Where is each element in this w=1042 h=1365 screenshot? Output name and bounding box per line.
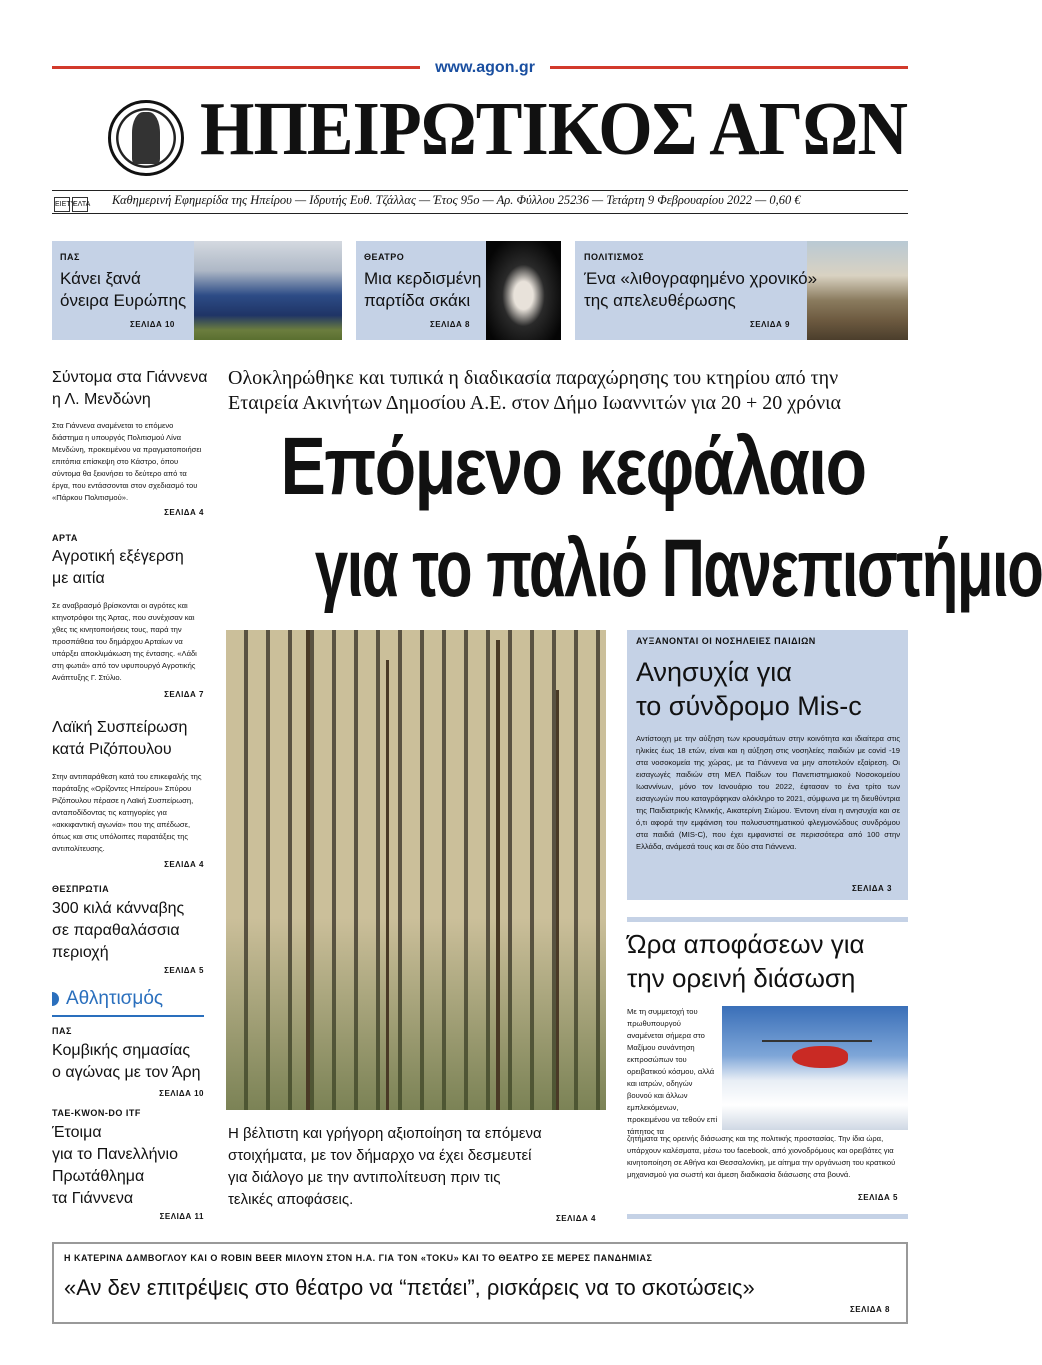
sports-heading[interactable]: Αθλητισμός	[66, 988, 164, 1009]
rescue-body: Με τη συμμετοχή του πρωθυπουργού αναμένεται σήμερα στο Μαξίμου συνάντηση εκπροσώπων του ορειβατικού κόσμου, αλλά και ιατρών, οδηγών βουνού και άλλων εμπλεκόμενων, προκειμένου να τεθούν επί τάπητος τα	[627, 1007, 718, 1136]
sports-item-page: ΣΕΛΙΔΑ 10	[159, 1089, 204, 1098]
sidebar-item-label: ΑΡΤΑ	[52, 533, 78, 543]
rescue-title[interactable]: την ορεινή διάσωση	[627, 963, 856, 993]
website-url[interactable]: www.agon.gr	[420, 60, 550, 76]
sidebar-item-body: Σε αναβρασμό βρίσκονται οι αγρότες και κτηνοτρόφοι της Άρτας, που συνέχισαν και χθες τις κινητοποιήσεις τους, παρά την προσπάθεια του δημάρχου Αρταίων να υπάρξει αποκλιμάκωση της έντασης. «Λάδι στη φωτιά» από τον υφυπουργό Αγροτικής Ανάπτυξης Γ. Στύλιο.	[52, 601, 197, 682]
sidebar-item-title[interactable]: περιοχή	[52, 944, 109, 961]
sidebar-item-title[interactable]: Αγροτική εξέγερση	[52, 548, 184, 565]
seal-figure-icon	[132, 112, 160, 164]
rescue-bottom-rule	[627, 1214, 908, 1219]
sports-item-label: ΠΑΣ	[52, 1026, 72, 1036]
mis-c-label: ΑΥΞΑΝΟΝΤΑΙ ΟΙ ΝΟΣΗΛΕΙΕΣ ΠΑΙΔΙΩΝ	[636, 636, 816, 646]
teaser-title[interactable]: όνειρα Ευρώπης	[60, 291, 187, 310]
teaser-pas-photo[interactable]	[194, 241, 342, 340]
helicopter-rotor	[762, 1040, 872, 1042]
issue-info: Καθημερινή Εφημερίδα της Ηπείρου — Ιδρυτής Ευθ. Τζάλλας — Έτος 95ο — Αρ. Φύλλου 25236 — Τετάρτη 9 Φεβρουαρίου 2022 — 0,60 €	[112, 193, 801, 207]
teaser-label: ΘΕΑΤΡΟ	[364, 252, 405, 262]
lead-caption: Η βέλτιστη και γρήγορη αξιοποίηση τα επόμενα	[228, 1125, 542, 1142]
interview-page: ΣΕΛΙΔΑ 8	[850, 1305, 890, 1314]
partner-logos	[54, 193, 108, 209]
sidebar-item-page: ΣΕΛΙΔΑ 5	[164, 966, 204, 975]
lead-headline[interactable]: Επόμενο κεφάλαιο	[280, 421, 866, 512]
sidebar-item-title[interactable]: 300 κιλά κάνναβης	[52, 900, 185, 917]
teaser-theatre-photo[interactable]	[486, 241, 561, 340]
sidebar-item-title[interactable]: Λαϊκή Συσπείρωση	[52, 719, 188, 736]
teaser-page: ΣΕΛΙΔΑ 10	[130, 320, 175, 329]
interview-quote[interactable]: «Αν δεν επιτρέψεις στο θέατρο να “πετάει”, ρισκάρεις να το σκοτώσεις»	[64, 1275, 755, 1300]
teaser-page: ΣΕΛΙΔΑ 8	[430, 320, 470, 329]
sidebar-item-page: ΣΕΛΙΔΑ 4	[164, 508, 204, 517]
sidebar-item-title[interactable]: η Λ. Μενδώνη	[52, 391, 151, 408]
sports-item-label: ΤΑΕ-KWON-DO ITF	[52, 1108, 141, 1118]
sports-item-title[interactable]: ο αγώνας με τον Άρη	[52, 1064, 201, 1081]
sidebar-item-title[interactable]: κατά Ριζόπουλου	[52, 741, 172, 758]
lead-caption: στοιχήματα, με τον δήμαρχο να έχει δεσμευτεί	[228, 1147, 532, 1164]
rescue-top-rule	[627, 917, 908, 922]
sidebar-item-label: ΘΕΣΠΡΩΤΙΑ	[52, 884, 110, 894]
rescue-page: ΣΕΛΙΔΑ 5	[858, 1193, 898, 1202]
mis-c-body: Αντίστοιχη με την αύξηση των κρουσμάτων στην κοινότητα και ιδιαίτερα στις ηλικίες έως 18 ετών, είναι και η αύξηση στις νοσηλείες παιδιών με covid -19 στα νοσοκομεία της χώρας, με τα Γιάννενα να μην αποτελούν εξαίρεση. Οι εισαγωγές παιδιών στη ΜΕΛ Παίδων του Πανεπιστημιακού Νοσοκομείου Ιωαννίνων, μόνο τον Ιανουάριο του 2022, έφτασαν το ένα τρίτο των εισαγωγών που καταγράφηκαν ολόκληρο το 2021, σύμφωνα με τη διευθύντρια της Παιδιατρικής Κλινικής, Αικατερίνη Σιώμου. Έντονη είναι η ανησυχία και σε ό,τι αφορά την εμφάνιση του πολυσυστηματικού φλεγμονώδους συνδρόμου στα παιδιά (MIS-C), που έχει εμφανιστεί σε περισσότερα από 100 στην Ελλάδα, ανάμεσά τους και σε δύο στα Γιάννενα.	[636, 734, 900, 851]
sports-item-title[interactable]: Πρωτάθλημα	[52, 1168, 145, 1185]
sidebar-item-title[interactable]: σε παραθαλάσσια	[52, 922, 180, 939]
lead-headline[interactable]: για το παλιό Πανεπιστήμιο	[314, 523, 1042, 614]
sports-item-page: ΣΕΛΙΔΑ 11	[159, 1212, 204, 1221]
sidebar-item-body: Στα Γιάννενα αναμένεται το επόμενο διάστημα η υπουργός Πολιτισμού Λίνα Μενδώνη, προκειμένου να πραγματοποιήσει επιτόπια επίσκεψη στο Κάστρο, όπου σύντομα θα ξεκινήσει το δεύτερο από τα έργα, που εντάσσονται στον σχεδιασμό του «Πάρκου Πολιτισμού».	[52, 421, 202, 502]
mis-c-title[interactable]: Ανησυχία για	[636, 657, 792, 687]
mis-c-title[interactable]: το σύνδρομο Mis-c	[636, 691, 862, 721]
sidebar-item-title[interactable]: Σύντομα στα Γιάννενα	[52, 369, 208, 386]
teaser-label: ΠΟΛΙΤΙΣΜΟΣ	[584, 252, 645, 262]
helicopter-icon	[792, 1046, 848, 1068]
sports-item-title[interactable]: τα Γιάννενα	[52, 1190, 134, 1207]
lead-kicker: Ολοκληρώθηκε και τυπικά η διαδικασία παραχώρησης του κτηρίου από την	[228, 367, 839, 389]
sports-item-title[interactable]: Έτοιμα	[52, 1124, 102, 1141]
sidebar-item-page: ΣΕΛΙΔΑ 7	[164, 690, 204, 699]
masthead-title: ΗΠΕΙΡΩΤΙΚΟΣ ΑΓΩΝ	[200, 87, 908, 171]
mis-c-page: ΣΕΛΙΔΑ 3	[852, 884, 892, 893]
teaser-title[interactable]: Κάνει ξανά	[60, 269, 141, 288]
rescue-title[interactable]: Ώρα αποφάσεων για	[627, 929, 865, 959]
teaser-title[interactable]: της απελευθέρωσης	[584, 291, 736, 310]
rescue-helicopter-photo[interactable]	[722, 1006, 908, 1130]
sports-item-title[interactable]: για το Πανελλήνιο	[52, 1146, 178, 1163]
teaser-culture-photo[interactable]	[807, 241, 908, 340]
lead-kicker: Εταιρεία Ακινήτων Δημοσίου Α.Ε. στον Δήμο Ιωαννιτών για 20 + 20 χρόνια	[228, 392, 842, 414]
rescue-body: ζητήματα της ορεινής διάσωσης και της πολιτικής προστασίας. Την ίδια ώρα, υπάρχουν καλέσματα, μέσω του facebook, από χιονοδρόμους και ορειβάτες για κινητοποίηση σε Αθήνα και Θεσσαλονίκη, με αίτημα την οργάνωση του κρατικού μηχανισμού για σωστή και άμεση διαδικασία διάσωσης στα βουνά.	[627, 1134, 896, 1179]
sidebar-item-title[interactable]: με αιτία	[52, 570, 105, 587]
teaser-title[interactable]: Μια κερδισμένη	[364, 269, 482, 288]
sidebar-item-body: Στην αντιπαράθεση κατά του επικεφαλής της παράταξης «Ορίζοντες Ηπείρου» Σπύρου Ριζόπουλου πέρασε η Λαϊκή Συσπείρωση, ανταποδίδοντας τις κατηγορίες για «ακκιφαντική αγωνία» που της απέδωσε, όπως και στις υπόλοιπες παρατάξεις της αντιπολίτευσης.	[52, 772, 202, 853]
sidebar-item-page: ΣΕΛΙΔΑ 4	[164, 860, 204, 869]
lead-caption: για διάλογο με την αντιπολίτευση πριν τις	[228, 1169, 501, 1186]
lead-page: ΣΕΛΙΔΑ 4	[556, 1214, 596, 1223]
teaser-label: ΠΑΣ	[60, 252, 80, 262]
teaser-page: ΣΕΛΙΔΑ 9	[750, 320, 790, 329]
sports-item-title[interactable]: Κομβικής σημασίας	[52, 1042, 191, 1059]
lead-caption: τελικές αποφάσεις.	[228, 1191, 354, 1208]
eietu-logo-icon: ΕΙΕΤΥ	[54, 197, 70, 212]
teaser-title[interactable]: Ένα «λιθογραφημένο χρονικό»	[584, 269, 818, 288]
teaser-title[interactable]: παρτίδα σκάκι	[364, 291, 471, 310]
elta-logo-icon: ΕΛΤΑ	[72, 197, 88, 212]
interview-label: Η ΚΑΤΕΡΙΝΑ ΔΑΜΒΟΓΛΟΥ ΚΑΙ Ο ROBIN BEER ΜΙΛΟΥΝ ΣΤΟΝ Η.Α. ΓΙΑ ΤΟΝ «TOKU» ΚΑΙ ΤΟ ΘΕΑΤΡΟ ΣΕ ΜΕΡΕΣ ΠΑΝΔΗΜΙΑΣ	[64, 1253, 653, 1263]
old-university-photo[interactable]	[226, 630, 606, 1110]
